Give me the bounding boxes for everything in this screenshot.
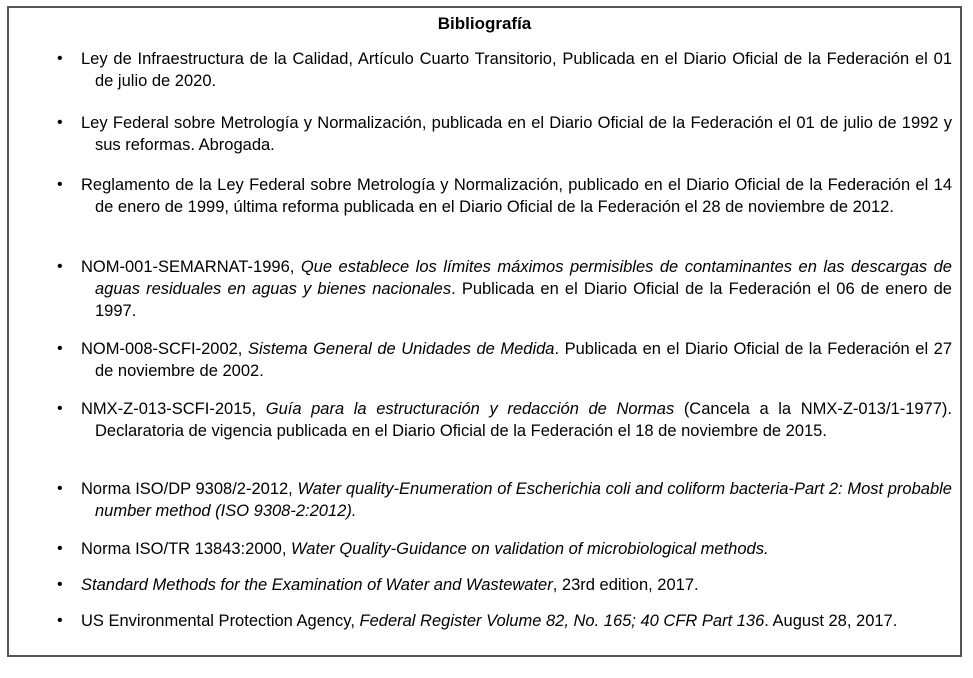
reference-text-part: NMX-Z-013-SCFI-2015, — [81, 400, 266, 418]
reference-text — [81, 398, 952, 442]
reference-text — [81, 610, 952, 632]
reference-title-italic: Water Quality-Guidance on validation of microbiological methods. — [291, 540, 769, 558]
bullet-icon: • — [57, 480, 63, 497]
bullet-icon: • — [57, 612, 63, 629]
reference-text-part: Norma ISO/DP 9308/2-2012, — [81, 480, 298, 498]
reference-title-italic: Que establece los límites máximos permisibles de contaminantes en las descargas de aguas residuales en aguas y bienes nacionales — [95, 258, 952, 298]
reference-title-italic: Standard Methods for the Examination of Water and Wastewater — [81, 576, 553, 594]
bullet-icon: • — [57, 576, 63, 593]
reference-text-part: (Cancela a la NMX-Z-013/1-1977). Declaratoria de vigencia publicada en el Diario Oficial de la Federación el 18 de noviembre de 2015. — [95, 400, 952, 440]
bullet-icon: • — [57, 540, 63, 557]
reference-text — [81, 112, 952, 156]
reference-title-italic: Federal Register Volume 82, No. 165; 40 CFR Part 136 — [359, 612, 765, 630]
bullet-icon: • — [57, 50, 63, 67]
bullet-icon: • — [57, 340, 63, 357]
reference-text-part: US Environmental Protection Agency, — [81, 612, 360, 630]
reference-text-part: Reglamento de la Ley Federal sobre Metrología y Normalización, publicado en el Diario Oficial de la Federación el 14 de enero de 1999, última reforma publicada en el Diario Oficial de la Federación el 28 de noviembre de 2012. — [81, 176, 952, 216]
reference-text — [81, 48, 952, 92]
reference-text-part: . August 28, 2017. — [764, 612, 898, 630]
section-title: Bibliografía — [437, 14, 532, 33]
reference-text-part: NOM-008-SCFI-2002, — [81, 340, 248, 358]
reference-text-part: Ley de Infraestructura de la Calidad, Artículo Cuarto Transitorio, Publicada en el Diario Oficial de la Federación el 01 de julio de 2020. — [81, 50, 952, 90]
reference-text — [81, 574, 952, 596]
bullet-icon: • — [57, 114, 63, 131]
reference-title-italic: Water quality-Enumeration of Escherichia coli and coliform bacteria-Part 2: Most probable number method (ISO 9308-2:2012). — [95, 480, 952, 520]
reference-text-part: NOM-001-SEMARNAT-1996, — [81, 258, 301, 276]
bullet-icon: • — [57, 400, 63, 417]
reference-title-italic: Guía para la estructuración y redacción de Normas — [265, 400, 675, 418]
reference-title-italic: Sistema General de Unidades de Medida — [247, 340, 555, 358]
reference-text-part: . Publicada en el Diario Oficial de la Federación el 27 de noviembre de 2002. — [95, 340, 953, 380]
bibliography-box — [7, 6, 962, 657]
reference-text-part: Norma ISO/TR 13843:2000, — [81, 540, 292, 558]
bullet-icon: • — [57, 258, 63, 275]
reference-text-part: . Publicada en el Diario Oficial de la Federación el 06 de enero de 1997. — [95, 280, 952, 320]
reference-text — [81, 174, 952, 218]
reference-text — [81, 478, 952, 522]
reference-text-part: Ley Federal sobre Metrología y Normalización, publicada en el Diario Oficial de la Federación el 01 de julio de 1992 y sus reformas. Abrogada. — [81, 114, 952, 154]
reference-text-part: , 23rd edition, 2017. — [552, 576, 699, 594]
reference-text — [81, 538, 952, 560]
reference-text — [81, 256, 952, 322]
reference-text — [81, 338, 952, 382]
bullet-icon: • — [57, 176, 63, 193]
